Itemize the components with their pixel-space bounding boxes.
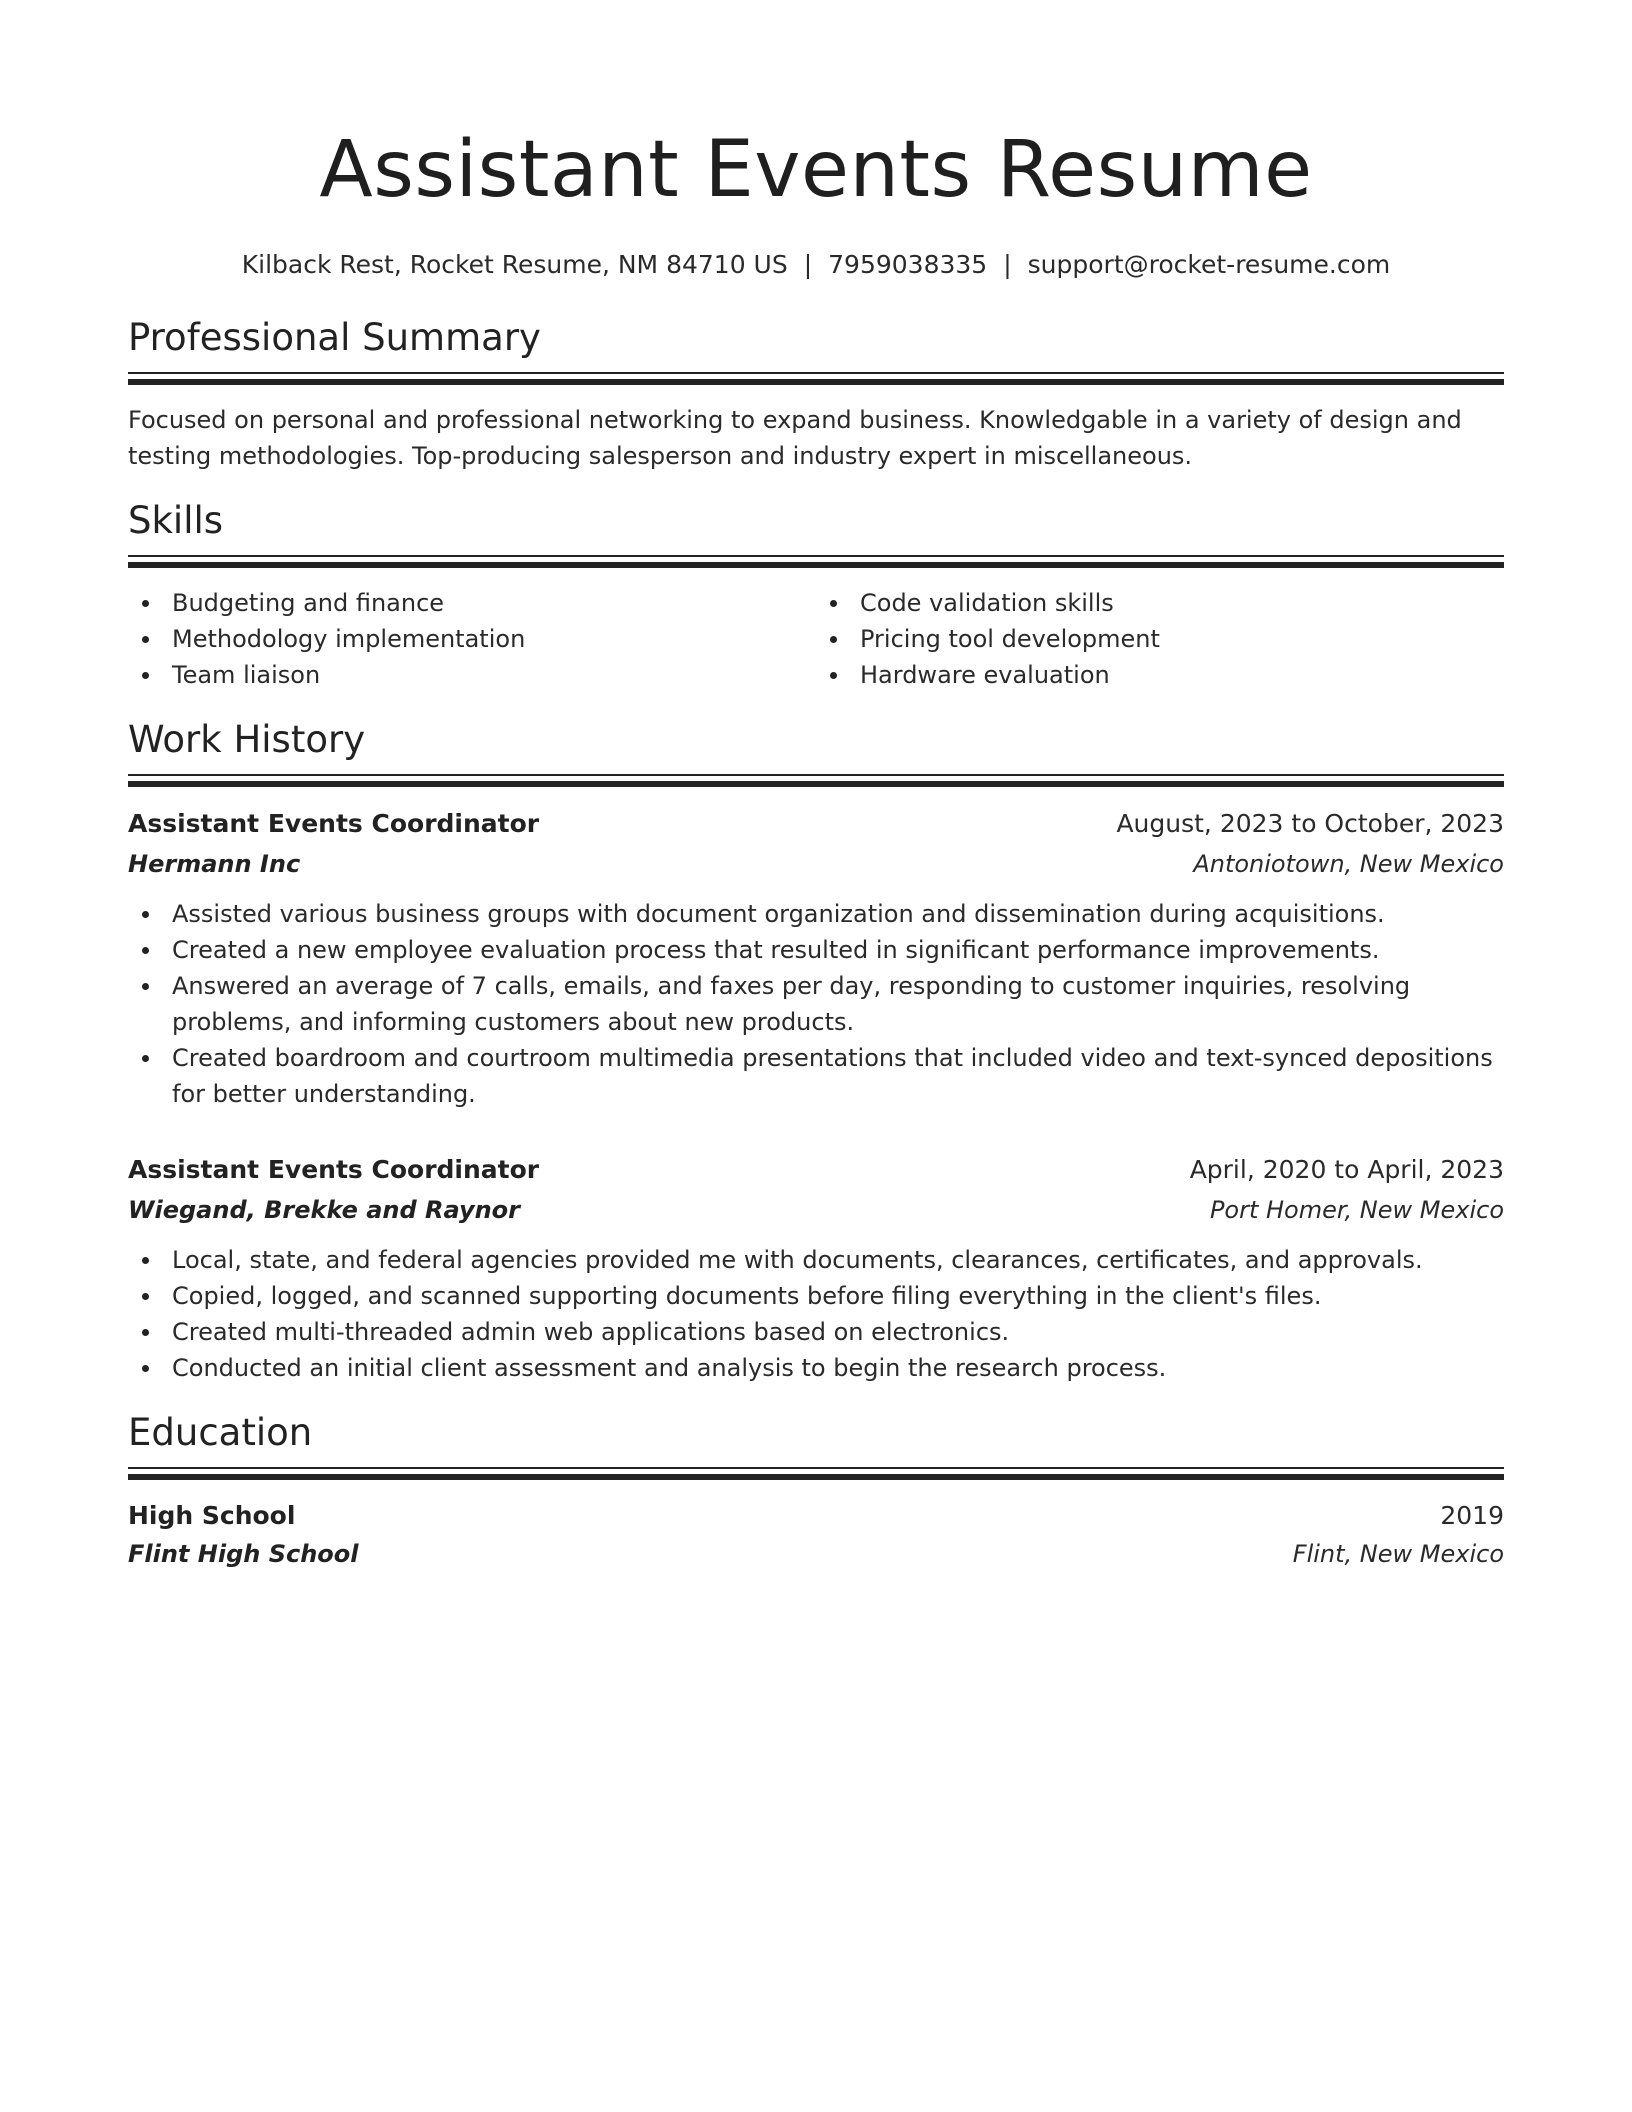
job-company-row — [128, 1190, 1504, 1230]
job-company: Hermann Inc — [128, 850, 301, 878]
education-header-row — [128, 1497, 1504, 1535]
job-dates: April, 2020 to April, 2023 — [1189, 1155, 1504, 1184]
job-company: Wiegand, Brekke and Raynor — [128, 1196, 521, 1224]
job-title: Assistant Events Coordinator — [128, 809, 540, 838]
job-location: Antoniotown, New Mexico — [1193, 850, 1504, 878]
section-divider — [128, 1467, 1504, 1480]
summary-section — [128, 315, 1504, 474]
summary-text: Focused on personal and professional networking to expand business. Knowledgable in a variety of design and testing methodologies. Top-producing salesperson and industry expert in miscellaneous. — [128, 406, 1462, 470]
section-divider — [128, 372, 1504, 385]
job-bullet: Assisted various business groups with document organization and dissemination during acquisitions. — [128, 896, 1504, 932]
section-divider — [128, 774, 1504, 787]
skills-column-right — [816, 585, 1504, 693]
skill-item: Pricing tool development — [816, 621, 1504, 657]
job-bullet: Local, state, and federal agencies provided me with documents, clearances, certificates, and approvals. — [128, 1242, 1504, 1278]
job-bullet: Created boardroom and courtroom multimedia presentations that included video and text-synced depositions for better understanding. — [128, 1040, 1504, 1112]
education-section — [128, 1410, 1504, 1573]
skill-item: Methodology implementation — [128, 621, 816, 657]
contact-separator: | — [1003, 250, 1012, 279]
job-company-row — [128, 844, 1504, 884]
section-heading-work: Work History — [128, 718, 366, 761]
job-bullet: Created multi-threaded admin web applications based on electronics. — [128, 1314, 1504, 1350]
section-heading-skills: Skills — [128, 499, 224, 542]
skill-item: Hardware evaluation — [816, 657, 1504, 693]
education-year: 2019 — [1440, 1501, 1504, 1530]
education-location: Flint, New Mexico — [1292, 1540, 1504, 1568]
job-dates: August, 2023 to October, 2023 — [1116, 809, 1504, 838]
job-bullet: Created a new employee evaluation process that resulted in significant performance improvements. — [128, 932, 1504, 968]
section-heading-education: Education — [128, 1411, 313, 1454]
job-entry — [128, 1150, 1504, 1386]
skill-item: Code validation skills — [816, 585, 1504, 621]
job-header-row — [128, 1150, 1504, 1190]
contact-address: Kilback Rest, Rocket Resume, NM 84710 US — [241, 250, 788, 279]
job-entry — [128, 804, 1504, 1112]
skill-item: Team liaison — [128, 657, 816, 693]
contact-separator: | — [803, 250, 813, 279]
job-bullets — [128, 896, 1504, 1112]
section-divider — [128, 555, 1504, 568]
work-history-section — [128, 717, 1504, 1386]
skills-grid — [128, 585, 1504, 693]
education-entry — [128, 1497, 1504, 1573]
job-bullets — [128, 1242, 1504, 1386]
skills-section — [128, 498, 1504, 693]
resume-title: Assistant Events Resume — [319, 125, 1313, 215]
contact-phone: 7959038335 — [828, 250, 988, 279]
skill-item: Budgeting and finance — [128, 585, 816, 621]
job-title: Assistant Events Coordinator — [128, 1155, 540, 1184]
job-header-row — [128, 804, 1504, 844]
skills-column-left — [128, 585, 816, 693]
education-degree: High School — [128, 1501, 296, 1530]
job-bullet: Copied, logged, and scanned supporting documents before filing everything in the client's files. — [128, 1278, 1504, 1314]
job-bullet: Answered an average of 7 calls, emails, and faxes per day, responding to customer inquiries, resolving problems, and informing customers about new products. — [128, 968, 1504, 1040]
job-location: Port Homer, New Mexico — [1209, 1196, 1504, 1224]
job-bullet: Conducted an initial client assessment and analysis to begin the research process. — [128, 1350, 1504, 1386]
section-heading-summary: Professional Summary — [128, 316, 541, 359]
education-school-row — [128, 1535, 1504, 1573]
contact-email: support@rocket-resume.com — [1027, 250, 1391, 279]
education-school: Flint High School — [128, 1540, 359, 1568]
contact-line — [128, 248, 1504, 282]
